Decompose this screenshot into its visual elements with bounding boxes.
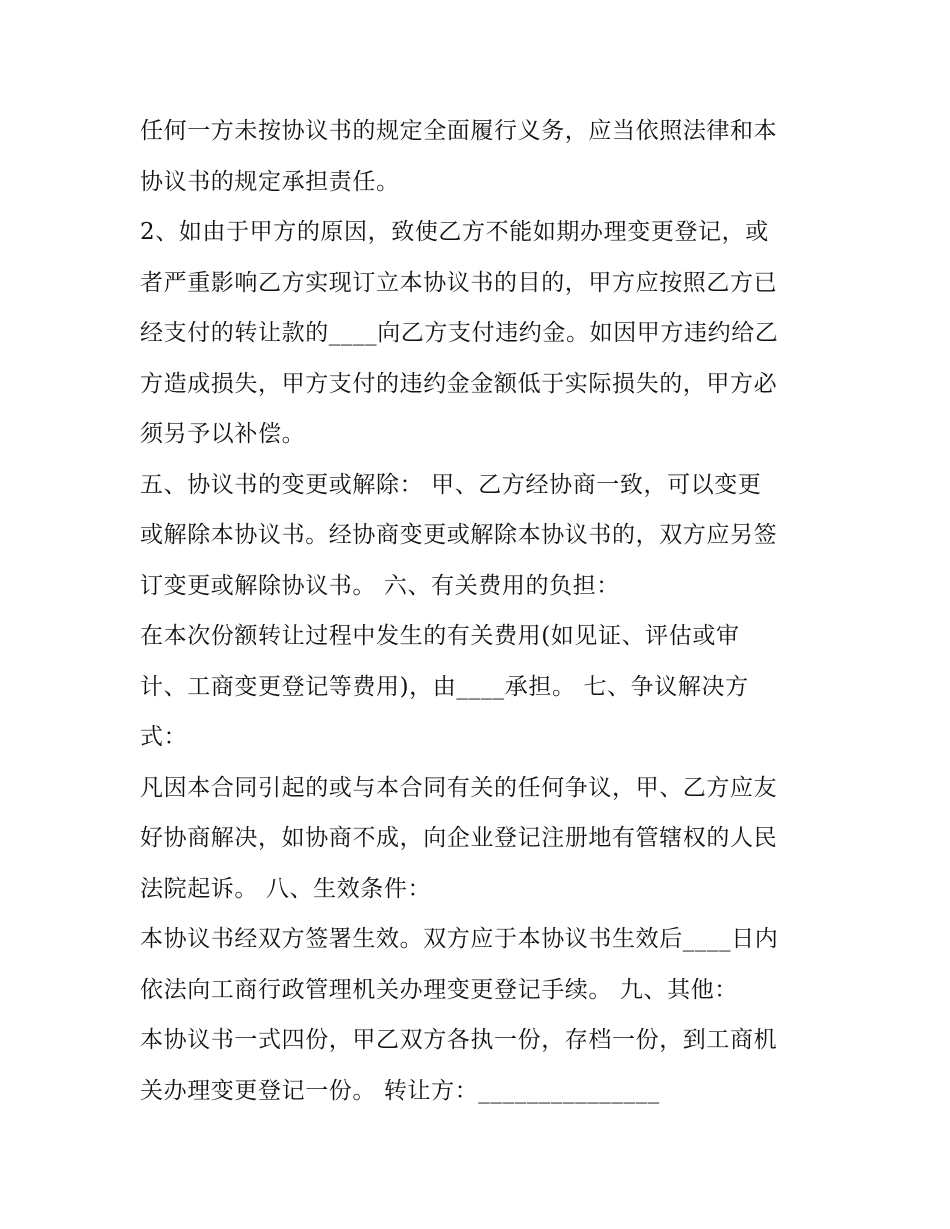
text-line: 好协商解决，如协商不成，向企业登记注册地有管辖权的人民: [140, 825, 778, 851]
text-line: 关办理变更登记一份。 转让方：_______________: [140, 1077, 660, 1104]
text-line: 在本次份额转让过程中发生的有关费用(如见证、评估或审: [140, 623, 740, 649]
text-line: 法院起诉。 八、生效条件：: [140, 875, 432, 902]
text-line: 本协议书经双方签署生效。双方应于本协议书生效后____日内: [140, 926, 779, 952]
text-line: 凡因本合同引起的或与本合同有关的任何争议，甲、乙方应友: [140, 774, 778, 801]
text-line: 订变更或解除协议书。 六、有关费用的负担：: [140, 572, 620, 599]
text-line: 须另予以补偿。: [140, 421, 306, 447]
text-line: 者严重影响乙方实现订立本协议书的目的，甲方应按照乙方已: [140, 269, 778, 296]
text-line: 2、如由于甲方的原因，致使乙方不能如期办理变更登记，或: [140, 219, 769, 245]
text-line: 五、协议书的变更或解除： 甲、乙方经协商一致，可以变更: [140, 471, 762, 498]
text-line: 依法向工商行政管理机关办理变更登记手续。 九、其他：: [140, 976, 738, 1003]
text-line: 式：: [140, 724, 188, 750]
text-line: 经支付的转让款的____向乙方支付违约金。如因甲方违约给乙: [140, 320, 779, 346]
text-line: 本协议书一式四份，甲乙双方各执一份，存档一份，到工商机: [140, 1027, 778, 1053]
text-line: 计、工商变更登记等费用)，由____承担。 七、争议解决方: [140, 673, 749, 700]
text-line: 或解除本协议书。经协商变更或解除本协议书的，双方应另签: [140, 522, 778, 548]
contract-text: [140, 106, 820, 1116]
text-line: 协议书的规定承担责任。: [140, 168, 400, 195]
text-line: 方造成损失，甲方支付的违约金金额低于实际损失的，甲方必: [140, 370, 778, 397]
text-line: 任何一方未按协议书的规定全面履行义务，应当依照法律和本: [140, 118, 778, 144]
